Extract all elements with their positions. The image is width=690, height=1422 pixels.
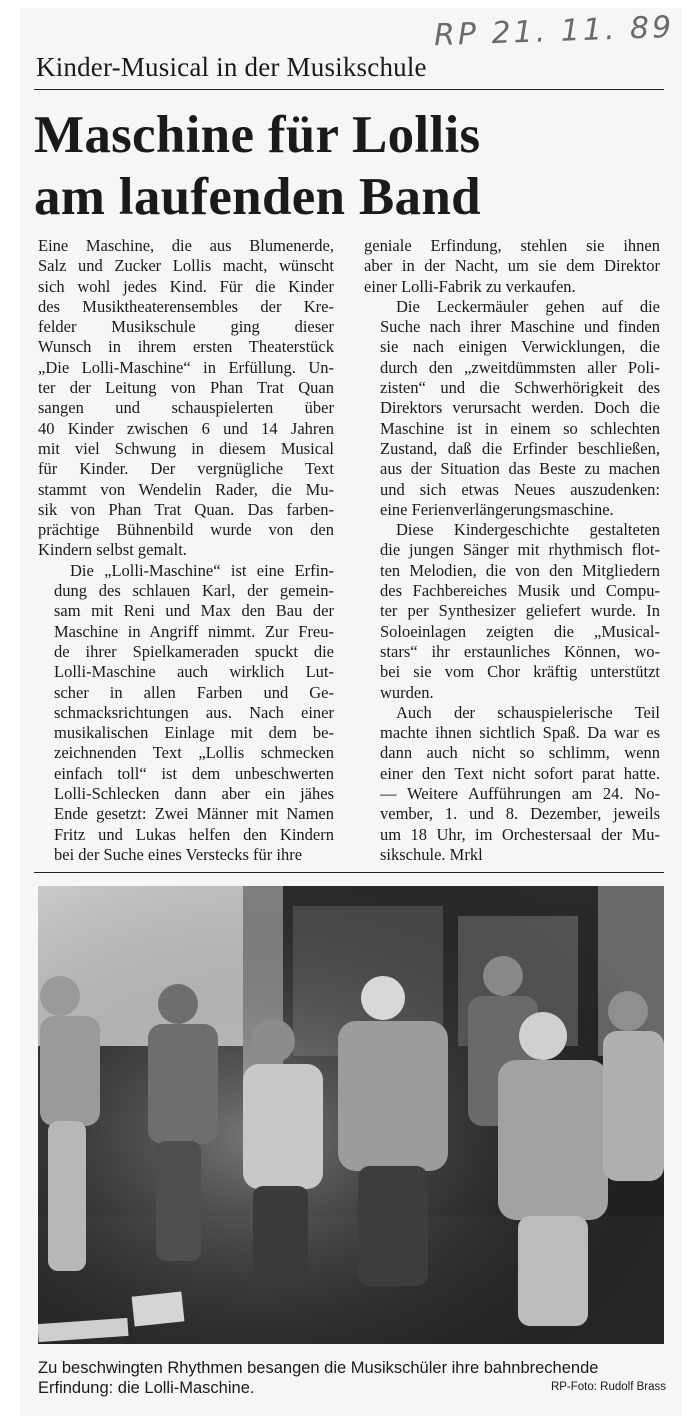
article-text-line: Wunsch in ihrem ersten Theaterstück — [38, 337, 334, 357]
article-text-line: des Musiktheaterensembles der Kre- — [38, 296, 334, 316]
article-text-line: Salz und Zucker Lollis macht, wünscht — [38, 256, 334, 276]
article-text-line: scher in allen Farben und Ge- — [54, 682, 334, 702]
article-text-line: aus der Situation das Beste zu machen — [380, 459, 660, 479]
article-text-line: sie nach einigen Verwicklungen, die — [380, 337, 660, 357]
article-text-line: aber in der Nacht, um sie dem Direktor — [364, 256, 660, 276]
article-text-line: sich wohl jedes Kind. Für die Kinder — [38, 276, 334, 296]
article-text-line: einfach toll“ ist dem unbeschwerten — [54, 763, 334, 783]
article-text-line: durch den „zweitdümmsten aller Poli- — [380, 357, 660, 377]
article-text-line: Auch der schauspielerische Teil — [396, 702, 660, 722]
article-text-line: — Weitere Aufführungen am 24. No- — [380, 784, 660, 804]
article-text-line: felder Musikschule ging dieser — [38, 317, 334, 337]
article-text-line: einer den Text nicht sofort parat hatte. — [380, 763, 660, 783]
photo-children-dancing — [38, 886, 664, 1344]
article-text-line: sangen und schauspielerten über — [38, 398, 334, 418]
headline-line-1: Maschine für Lollis — [34, 106, 481, 164]
article-text-line: zisten“ und die Schwerhörigkeit des — [380, 378, 660, 398]
article-paragraph — [38, 236, 334, 561]
article-text-line: Kindern selbst gemalt. — [38, 540, 187, 560]
article-text-line: Suche nach ihrer Maschine und finden — [380, 317, 660, 337]
article-text-line: Diese Kindergeschichte gestalteten — [396, 520, 660, 540]
article-text-line: Lolli-Schlecken dann aber ein jähes — [54, 784, 334, 804]
article-text-line: Die Leckermäuler gehen auf die — [396, 296, 660, 316]
handwritten-date-note: RP 21. 11. 89 — [433, 9, 675, 54]
caption-line-1: Zu beschwingten Rhythmen besangen die Musikschüler ihre bahnbrechende — [38, 1359, 599, 1377]
article-text-line: ter per Synthesizer geliefert wurde. In — [380, 601, 660, 621]
article-text-line: Fritz und Lukas helfen den Kindern — [54, 824, 334, 844]
article-kicker: Kinder-Musical in der Musikschule — [36, 52, 427, 82]
article-text-line: Soloeinlagen zeigten die „Musical- — [380, 621, 660, 641]
article-text-line: Ende gesetzt: Zwei Männer mit Namen — [54, 804, 334, 824]
article-text-line: mit viel Schwung in diesem Musical — [38, 438, 334, 458]
photo-credit: RP-Foto: Rudolf Brass — [550, 1381, 666, 1393]
article-text-line: Maschine ist in einem so schlechten — [380, 418, 660, 438]
article-paragraph — [364, 703, 660, 865]
article-text-line: geniale Erfindung, stehlen sie ihnen — [364, 236, 660, 255]
kicker-rule — [34, 89, 664, 90]
article-text-line: sikschule. Mrkl — [380, 844, 483, 864]
article-paragraph — [364, 236, 660, 297]
article-text-line: stammt von Wendelin Rader, die Mu- — [38, 479, 334, 499]
article-text-line: sam mit Reni und Max den Bau der — [54, 601, 334, 621]
article-text-line: dung des schlauen Karl, der gemein- — [54, 581, 334, 601]
article-column-right — [364, 236, 660, 865]
article-column-left — [38, 236, 334, 865]
article-text-line: die jungen Sänger mit rhythmisch flot- — [380, 540, 660, 560]
article-text-line: prächtige Bühnenbild wurde von den — [38, 520, 334, 540]
article-text-line: sik von Phan Trat Quan. Das farben- — [38, 499, 334, 519]
article-text-line: einer Lolli-Fabrik zu verkaufen. — [364, 276, 576, 296]
article-photo — [38, 886, 664, 1344]
article-text-line: des Fachbereiches Musik und Compu- — [380, 581, 660, 601]
article-text-line: „Die Lolli-Maschine“ in Erfüllung. Un- — [38, 357, 334, 377]
article-text-line: stars“ ihr erstaunliches Können, wo- — [380, 641, 660, 661]
article-text-line: musikalischen Einlage mit dem be- — [54, 723, 334, 743]
article-text-line: ten Melodien, die von den Mitgliedern — [380, 560, 660, 580]
article-text-line: zeichnenden Text „Lollis schmecken — [54, 743, 334, 763]
article-paragraph — [364, 297, 660, 520]
article-text-line: um 18 Uhr, im Orchestersaal der Mu- — [380, 824, 660, 844]
article-text-line: bei der Suche eines Verstecks für ihre — [54, 844, 303, 864]
article-text-line: 40 Kinder zwischen 6 und 14 Jahren — [38, 418, 334, 438]
article-text-line: wurden. — [380, 682, 434, 702]
article-text-line: Eine Maschine, die aus Blumenerde, — [38, 236, 334, 255]
article-text-line: und sich etwas Neues auszudenken: — [380, 479, 660, 499]
article-text-line: machte ihnen sichtlich Spaß. Da war es — [380, 723, 660, 743]
article-text-line: Zustand, daß die Erfinder beschließen, — [380, 438, 660, 458]
article-paragraph — [364, 520, 660, 703]
caption-line-2: Erfindung: die Lolli-Maschine. — [38, 1379, 255, 1397]
article-paragraph — [38, 561, 334, 865]
article-text-line: Maschine in Angriff nimmt. Zur Freu- — [54, 621, 334, 641]
article-text-line: schmacksrichtungen aus. Nach einer — [54, 702, 334, 722]
article-headline — [34, 104, 674, 228]
article-text-line: für Kinder. Der vergnügliche Text — [38, 459, 334, 479]
article-text-line: bei sie vom Chor kräftig unterstützt — [380, 662, 660, 682]
article-text-line: ter der Leitung von Phan Trat Quan — [38, 378, 334, 398]
article-text-line: de ihrer Spielkameraden spuckt die — [54, 641, 334, 661]
article-text-line: Die „Lolli-Maschine“ ist eine Erfin- — [70, 560, 334, 580]
article-text-line: Lolli-Maschine auch wirklich Lut- — [54, 662, 334, 682]
article-text-line: vember, 1. und 8. Dezember, jeweils — [380, 804, 660, 824]
article-text-line: Direktors verursacht werden. Doch die — [380, 398, 660, 418]
article-text-line: eine Ferienverlängerungsmaschine. — [380, 499, 614, 519]
headline-line-2: am laufenden Band — [34, 168, 481, 226]
article-text-line: dann auch nicht so schlimm, wenn — [380, 743, 660, 763]
photo-divider — [34, 872, 664, 873]
